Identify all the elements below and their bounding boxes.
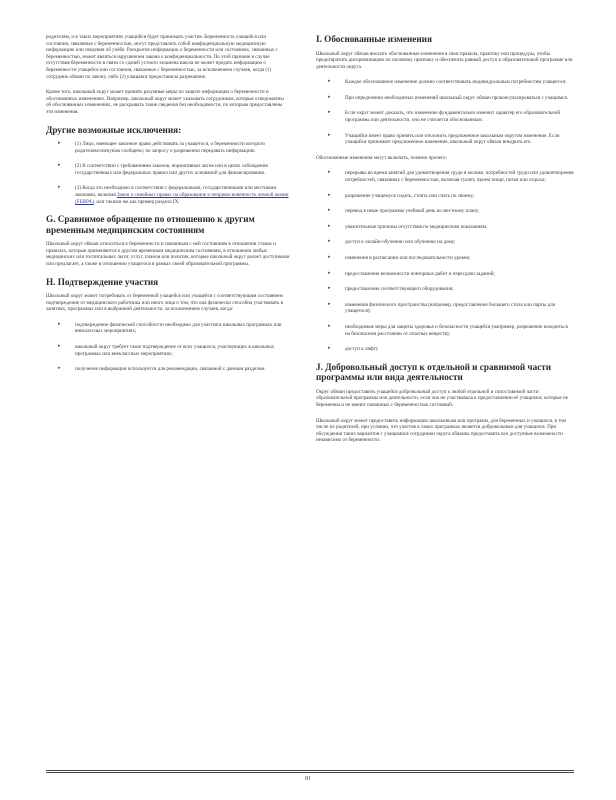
bullet-list xyxy=(46,322,290,373)
section-heading-other-exceptions: Другие возможные исключения: xyxy=(46,124,182,135)
section-heading-h: H. Подтверждение участия xyxy=(46,276,159,287)
list-item: ▸ необходимые меры для защиты здоровья и безопасности учащейся (например, разрешение находиться на безопасном расстоянии от опасных веществ); xyxy=(328,323,568,337)
list-item: ▸ изменения в расписании или последовательности уроков; xyxy=(328,255,471,261)
list-item: ▸ доступ к онлайн-обучению или обучению на дому; xyxy=(328,239,456,246)
bullet-marker: ▸ xyxy=(328,323,331,329)
footer-divider xyxy=(46,772,574,773)
list-item: ▸ предоставление возможности повторных работ и пересдачи заданий; xyxy=(328,270,495,277)
footer-divider xyxy=(46,770,574,771)
paragraph: Кроме того, школьный округ может принять разумные меры по защите информации о беременности и обоснованных изменениях. Например, школьный округ может указывать сотрудникам, которые осведомлены об обоснованных изменениях, не раскрывать такие сведения без необходимости, по которым предоставлены эти изменения. xyxy=(46,89,284,115)
bullet-marker: ▸ xyxy=(328,208,331,214)
bullet-marker: ▸ xyxy=(58,366,61,372)
bullet-marker: ▸ xyxy=(328,170,331,176)
bullet-list xyxy=(316,170,574,352)
list-item: ▸ Учащийся имеет право принять или отклонить предложенное школьным округом изменение. Если учащийся принимает предложенное изменение, школьный округ обязан внедрить его. xyxy=(328,132,560,146)
bullet-marker: ▸ xyxy=(328,132,331,138)
bullet-marker: ▸ xyxy=(328,270,331,276)
list-item: ▸ перерывы во время занятий для удовлетворения груди в молоке, потребностей груди или удовлетворения потребностей, связанных с беременностью, включая туалет, прием пищи, питья или отдыха; xyxy=(328,170,574,184)
list-item: ▸ изменения физического пространства (например, предоставление большего стола или парты для учащегося); xyxy=(328,301,555,315)
paragraph: Округ обязан предоставить учащейся добровольный доступ к любой отдельной и сопоставимой части образовательной программы или деятельности, если она не участвовала в предоставлении её учащимся, которые не беременны и не имеют связанных с беременностью состояний. xyxy=(316,388,569,408)
bullet-marker: ▸ xyxy=(328,94,331,100)
list-item: ▸ (3) Когда это необходимо в соответствии с федеральными, государственными или местными законами, включая Закон о семейных правах на образование и неприкосновенность личной жизни (FERPA), или такими же как пример раздела IX. xyxy=(58,185,289,205)
bullet-marker: ▸ xyxy=(328,79,331,85)
bullet-marker: ▸ xyxy=(328,192,331,198)
list-item: ▸ Каждое обоснованное изменение должно соответствовать индивидуальным потребностям учащегося. xyxy=(328,79,567,86)
section-heading-g: G. Сравнимое обращение по отношению к другим временным медицинским состояниям xyxy=(46,214,255,235)
bullet-marker: ▸ xyxy=(328,346,331,352)
list-item: ▸ предоставление соответствующего оборудования; xyxy=(328,286,454,293)
list-item: ▸ доступ к лифту xyxy=(328,346,379,353)
paragraph: родителям, и в таких мероприятиях учащийся будет принимать участие. Беременность учащейся или состояния, связанные с беременностью, могут представлять собой конфиденциальную медицинскую информацию или сведения об учёбе. Раскрытие информации о беременности или состояниях, связанных с беременностью, может являться нарушением закона о конфиденциальности. По этой причине в случае отсутствия беременности в связи со сдачей устного экзамена школа не может предать информацию о беременности учащейся или состояния, связанные с беременностью, за исключением случаев, когда (1) сотрудник обязан по закону, либо (2) учащаяся предоставила разрешение. xyxy=(46,34,278,80)
right-column xyxy=(316,34,574,453)
list-item: ▸ школьный округ требует такое подтверждение от всех учащихся, участвующих в школьных программах или внеклассных мероприятиях; xyxy=(58,344,275,357)
page-number: 81 xyxy=(305,776,311,782)
paragraph: Обоснованные изменения могут включать, помимо прочего: xyxy=(316,154,448,161)
bullet-marker: ▸ xyxy=(58,163,61,169)
bullet-marker: ▸ xyxy=(58,321,61,327)
list-item: ▸ Если округ может доказать, что изменение фундаментально изменит характер его образовательной программы или деятельности, оно не считается обоснованным. xyxy=(328,110,561,124)
list-item: ▸ перевод в иные программы учебный день по местному плану; xyxy=(328,208,480,215)
paragraph: Школьный округ может предоставить информацию школьникам или программ, для беременных и учащихся, в том числе их родителей, при условии, что участие в таких программах является добровольным для учащихся. При обсуждении таких вариантов с учащимися сотрудники округа обязаны предоставить все доступные возможности независимо от беременности. xyxy=(316,417,567,444)
bullet-list xyxy=(316,79,574,146)
list-item: ▸ подтверждение физической способности необходимо для участия в школьных программах или внеклассных мероприятиях; xyxy=(58,321,282,335)
bullet-marker: ▸ xyxy=(328,223,331,229)
bullet-marker: ▸ xyxy=(328,110,331,116)
left-column xyxy=(46,34,290,382)
section-heading-j: J. Добровольный доступ к отдельной и сравнимой части программы или вида деятельности xyxy=(316,361,552,383)
bullet-marker: ▸ xyxy=(328,255,331,260)
list-item: ▸ При определении необходимых изменений школьный округ обязан проконсультироваться с учащимся. xyxy=(328,94,569,101)
bullet-marker: ▸ xyxy=(328,301,331,307)
bullet-marker: ▸ xyxy=(58,344,61,350)
paragraph: Школьный округ обязан вносить обоснованные изменения в свои правила, практику или процедуры, чтобы предотвратить дискриминацию по половому признаку и обеспечить равный доступ к образовательной программе или деятельности округа. xyxy=(316,50,573,70)
list-item: ▸ разрешение учащемуся сидеть, стоять или спать по своему; xyxy=(328,192,475,199)
ferpa-link[interactable]: Закон о семейных правах на образование и неприкосновенность личной жизни (FERPA) xyxy=(75,192,289,205)
bullet-list xyxy=(46,141,290,205)
paragraph: Школьный округ может потребовать от беременной учащейся или учащейся с соответствующим состоянием подтверждение от медицинского работника или иного лица о том, что она физически способна участвовать в занятиях, программах или в выбранной деятельности, за исключением случаев, когда: xyxy=(46,293,284,313)
list-item: ▸ (1) Лицо, имеющее законное право действовать за учащегося, о беременности которого родителям/опекунам сообщено; по запросу о разрешении передавать информацию. xyxy=(58,141,265,154)
list-item: ▸ (2) В соответствии с требованиями законов, нормативных актов или в целях соблюдения государственных или федеральных правил или других оснований для финансирования. xyxy=(58,163,268,176)
list-item: ▸ получение информации используется для рекомендации, связанной с данным разделом. xyxy=(58,366,266,373)
bullet-marker: ▸ xyxy=(58,141,61,147)
list-item: ▸ уважительные причины отсутствия по медицинским показаниям; xyxy=(328,223,488,230)
bullet-marker: ▸ xyxy=(58,185,61,191)
bullet-marker: ▸ xyxy=(328,239,331,245)
paragraph: Школьный округ обязан относиться к беременности и связанным с ней состояниям в отношении ставок и правилах, которые применяются к другим временным медицинским состояниям, в отношении любых медицинских или госпитальных льгот, услуг, планов или политик, которые школьный округ делает доступными или предлагает, а также в отношении учащегося в рамках своей образовательной программы. xyxy=(46,241,290,267)
bullet-marker: ▸ xyxy=(328,286,331,292)
section-heading-i: I. Обоснованные изменения xyxy=(316,34,432,44)
